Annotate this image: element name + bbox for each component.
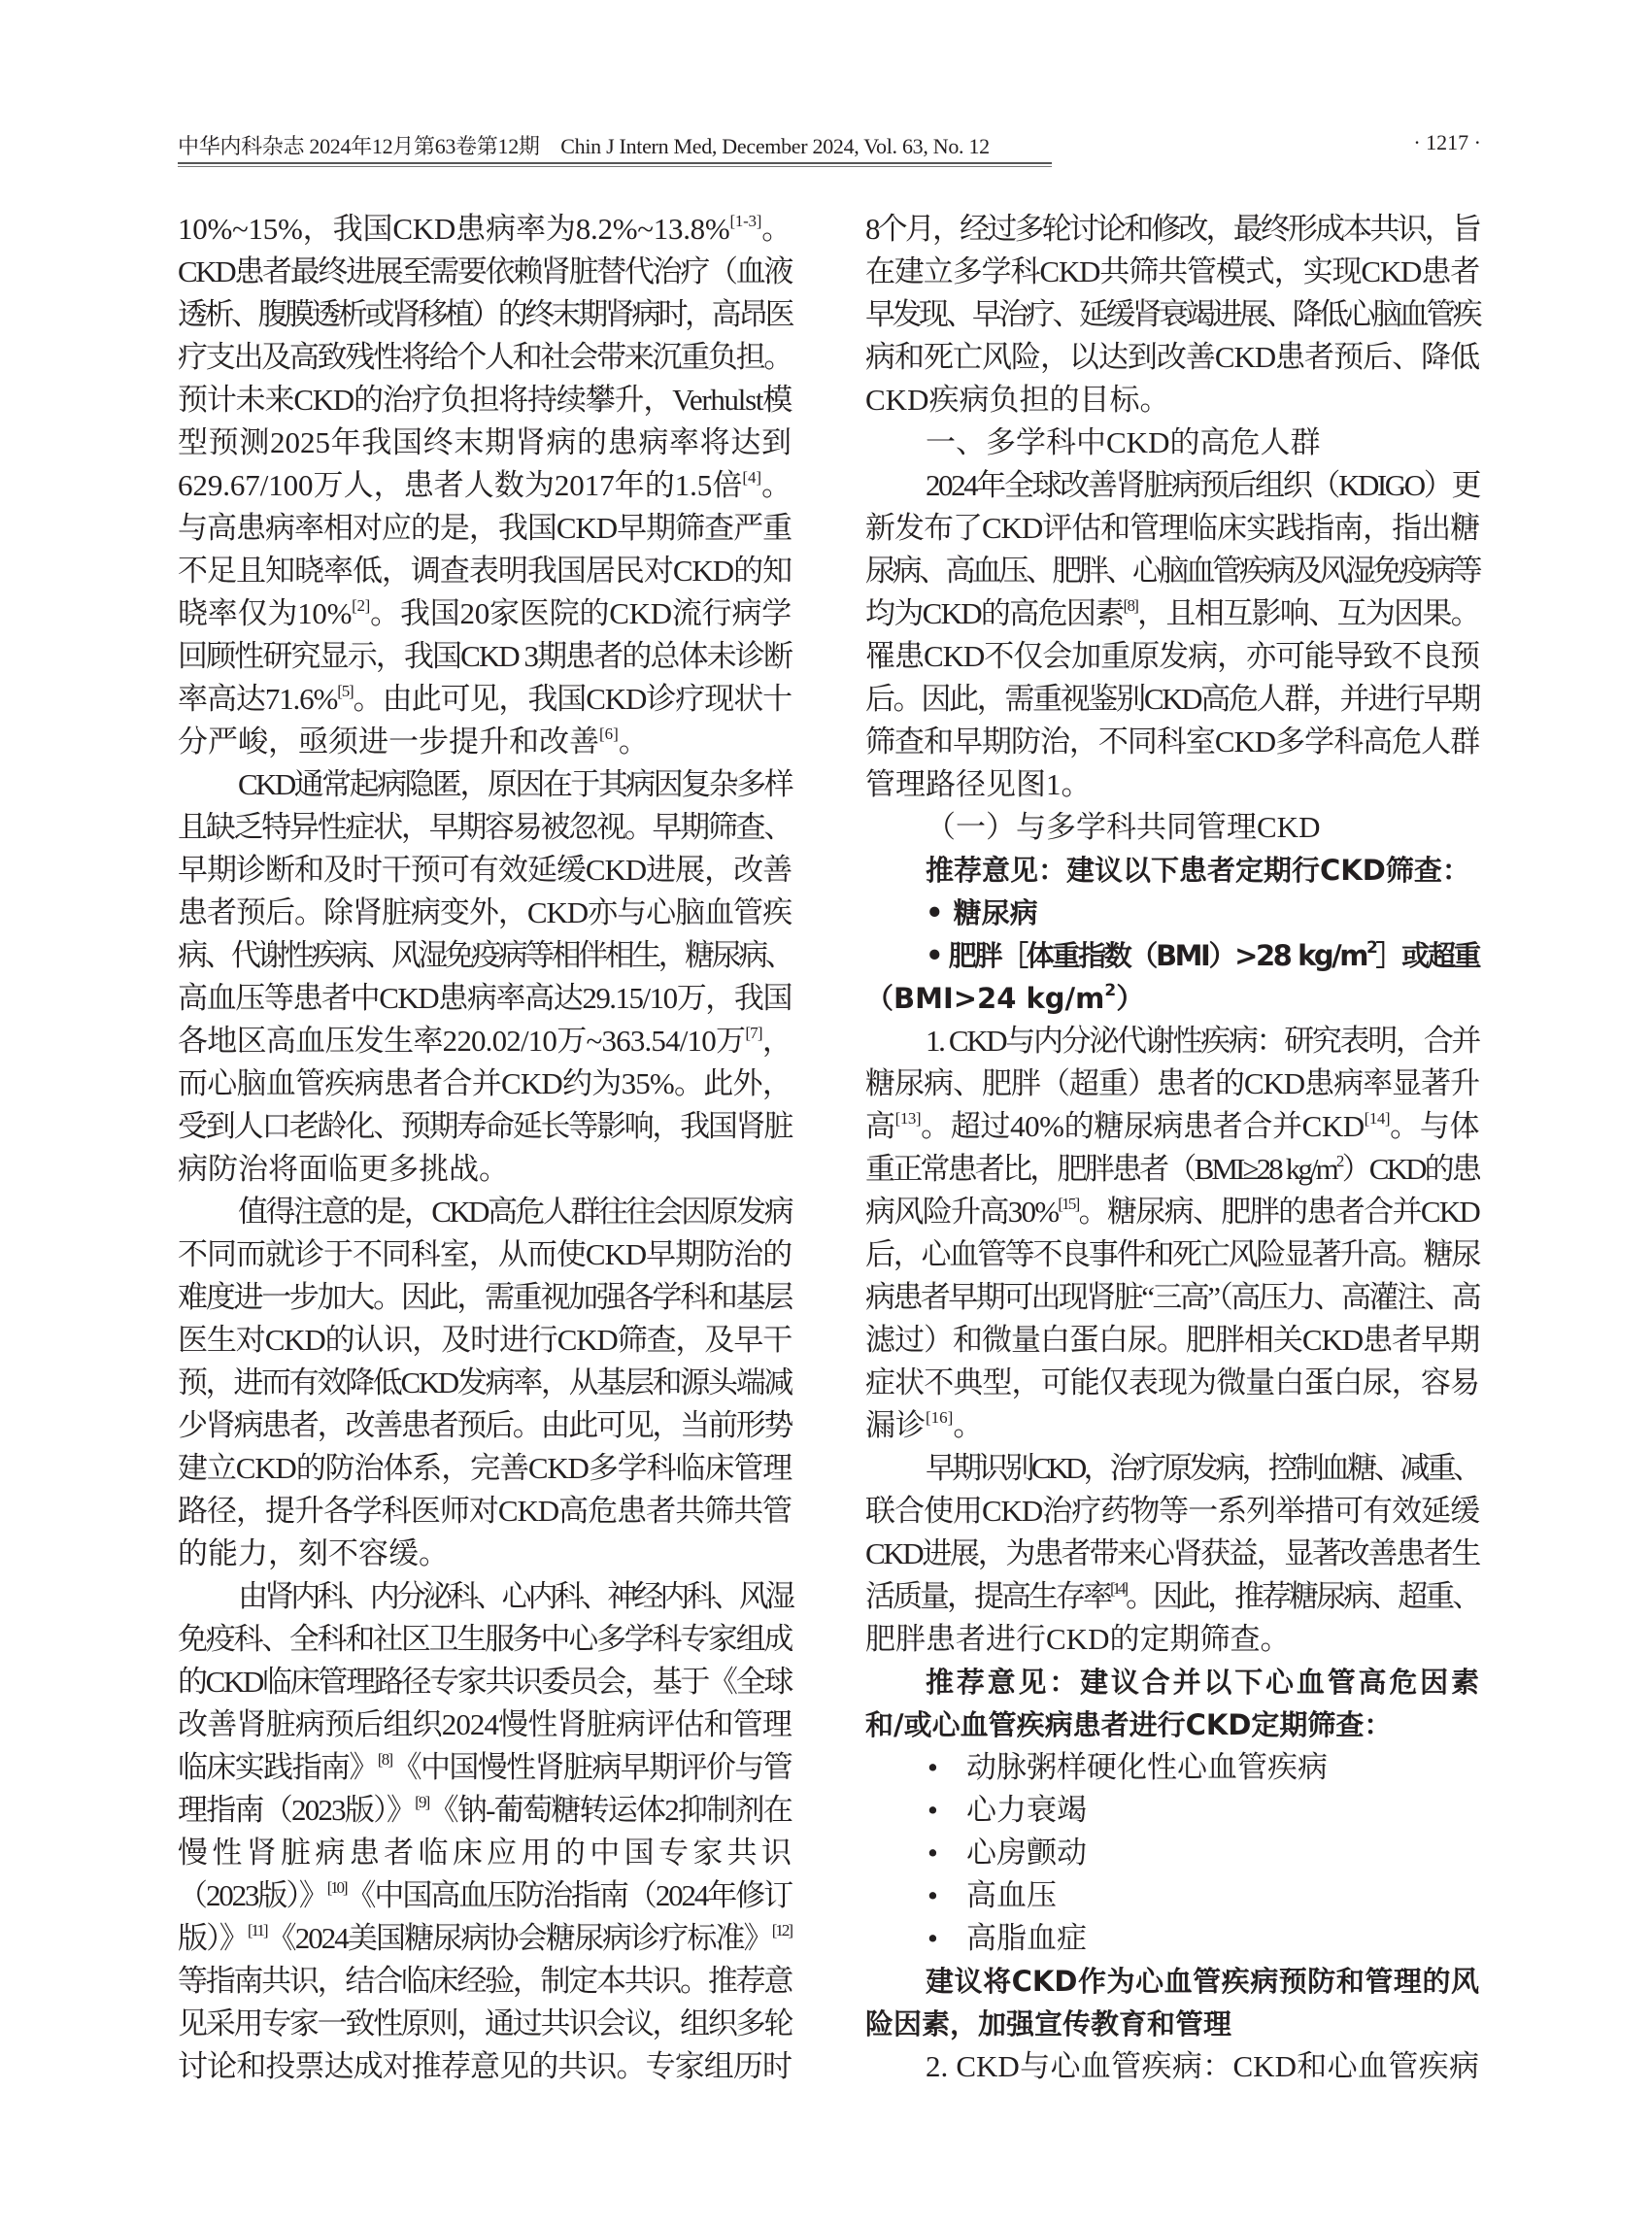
text-run: 分严峻，亟须进一步提升和改善 [178,725,599,759]
bullet-icon: • [927,1878,938,1912]
bullet-icon: • [927,1836,938,1870]
text-line [865,977,1479,1020]
list-item-text: 高脂血症 [966,1921,1087,1955]
text-line [865,592,1479,635]
text-run: 透析、腹膜透析或肾移植）的终末期肾病时，高昂医 [178,297,792,331]
text-line [178,1832,792,1874]
section-heading [865,806,1479,849]
text-run: CKD进展，为患者带来心肾获益，显著改善患者生 [865,1536,1479,1570]
citation-reference: [14] [1364,1109,1391,1128]
text-run: 和/或心血管疾病患者进行CKD定期筛查： [865,1708,1393,1741]
text-line [178,379,792,421]
text-run: 高血压等患者中CKD患病率高达29.15/10万，我国 [178,981,792,1015]
text-run: 患者预后。除肾脏病变外，CKD亦与心脑血管疾 [178,895,792,929]
text-run: 难度进一步加大。因此，需重视加强各学科和基层 [178,1280,792,1314]
recommendation [865,849,1479,892]
text-run: 。因此，推荐糖尿病、超重、 [1126,1579,1480,1613]
text-run: 在建立多学科CKD共筛共管模式，实现CKD患者 [865,254,1479,288]
text-run: 罹患CKD不仅会加重原发病，亦可能导致不良预 [865,639,1479,673]
text-line [865,1404,1479,1447]
text-line [865,1062,1479,1105]
text-run: 。 [761,212,792,246]
text-run: 少肾病患者，改善患者预后。由此可见，当前形势 [178,1408,792,1442]
text-run: 由肾内科、内分泌科、心内科、神经内科、风湿 [238,1579,792,1613]
text-run: 。与体 [1390,1109,1479,1143]
citation-reference: [16] [926,1408,954,1427]
section-heading [865,421,1479,464]
text-line [865,464,1479,507]
text-line [178,336,792,379]
text-run: 推荐意见：建议合并以下心血管高危因素 [926,1666,1479,1699]
text-run: 疗支出及高致残性将给个人和社会带来沉重负担。 [178,340,792,374]
text-run: 早期识别CKD，治疗原发病，控制血糖、减重、 [926,1451,1479,1485]
text-run: CKD患者最终进展至需要依赖肾脏替代治疗（血液 [178,254,792,288]
header-rule [178,162,1052,164]
text-run: 病、代谢性疾病、风湿免疫病等相伴相生，糖尿病、 [178,938,792,972]
text-run: 而心脑血管疾病患者合并CKD约为35%。此外， [178,1066,792,1100]
text-line [178,2003,792,2045]
text-run: 险因素，加强宣传教育和管理 [865,2007,1232,2040]
text-line [178,507,792,550]
recommendation [865,934,1479,1020]
text-run: 回顾性研究显示，我国CKD 3期患者的总体未诊断 [178,639,792,673]
text-run: 筛查和早期防治，不同科室CKD多学科高危人群 [865,725,1479,759]
text-run: 2024年全球改善肾脏病预后组织（KDIGO）更 [926,468,1479,502]
text-line [865,1191,1479,1233]
text-line [178,763,792,806]
text-line [865,379,1479,421]
text-line [178,806,792,849]
text-run: 尿病、高血压、肥胖、心脑血管疾病及风湿免疫病等 [865,554,1479,588]
text-line [178,1191,792,1233]
text-line [178,1062,792,1105]
text-line [865,934,1479,977]
text-line [178,1233,792,1276]
text-run: 病和死亡风险，以达到改善CKD患者预后、降低 [865,340,1479,374]
text-run: 1. CKD与内分泌代谢性疾病：研究表明，合并 [926,1024,1479,1058]
text-run: 建议将CKD作为心血管疾病预防和管理的风 [926,1965,1479,1998]
text-run: 临床实践指南》 [178,1750,378,1784]
text-run: 629.67/100万人，患者人数为2017年的1.5倍 [178,468,743,502]
text-run: ）CKD的患 [1341,1152,1479,1186]
text-line [865,1362,1479,1404]
text-line [178,1661,792,1703]
text-line [865,1319,1479,1362]
text-run: 均为CKD的高危因素 [865,596,1124,630]
text-run: 推荐意见：建议以下患者定期行CKD筛查： [926,854,1470,887]
citation-reference: [8] [1123,596,1138,615]
header-rule-thin [178,166,1052,167]
text-run: 见采用专家一致性原则，通过共识会议，组织多轮 [178,2006,792,2040]
text-run: 。糖尿病、肥胖的患者合并CKD [1078,1195,1479,1229]
citation-reference: [2] [352,596,371,615]
text-line [865,721,1479,763]
text-run: 医生对CKD的认识，及时进行CKD筛查，及早干 [178,1323,792,1357]
text-line [865,806,1479,849]
text-line [178,1575,792,1618]
running-header [178,130,1481,165]
citation-reference: [6] [599,725,619,743]
citation-reference: [10] [326,1878,347,1897]
recommendation [865,892,1479,934]
text-run: 晓率仅为10% [178,596,353,630]
text-run: 。 [953,1408,984,1442]
text-run: 10%~15%，我国CKD患病率为8.2%~13.8% [178,212,730,246]
text-run: 不同而就诊于不同科室，从而使CKD早期防治的 [178,1237,792,1271]
text-line [178,1404,792,1447]
text-run: 型预测2025年我国终末期肾病的患病率将达到 [178,425,792,459]
text-line [178,1319,792,1362]
text-line [178,293,792,336]
text-line [178,1917,792,1960]
paragraph [865,208,1479,421]
text-run: 后。因此，需重视鉴别CKD高危人群，并进行早期 [865,682,1479,716]
text-run: 不足且知晓率低，调查表明我国居民对CKD的知 [178,554,792,588]
text-run: 值得注意的是，CKD高危人群往往会因原发病 [238,1195,792,1229]
list-item [865,1789,1479,1832]
text-run: 。由此可见，我国CKD诊疗现状十 [353,682,792,716]
text-run: ，且相互影响、互为因果。 [1137,596,1479,630]
text-run: 各地区高血压发生率220.02/10万~363.54/10万 [178,1024,746,1058]
citation-reference: 2 [1104,981,1117,1000]
text-line [865,1447,1479,1490]
text-line [865,2045,1479,2088]
text-run: 滤过）和微量白蛋白尿。肥胖相关CKD患者早期 [865,1323,1479,1357]
text-run: 早发现、早治疗、延缓肾衰竭进展、降低心脑血管疾 [865,297,1479,331]
text-line [178,1703,792,1746]
text-line [178,678,792,721]
text-run: 预，进而有效降低CKD发病率，从基层和源头端减 [178,1365,792,1399]
text-line [178,1533,792,1575]
text-line [865,1233,1479,1276]
text-run: CKD疾病负担的目标。 [865,383,1170,417]
list-item-text: 动脉粥样硬化性心血管疾病 [966,1750,1328,1784]
paragraph [865,1447,1479,1661]
bullet-icon: • [927,1793,938,1827]
text-run: 联合使用CKD治疗药物等一系列举措可有效延缓 [865,1494,1479,1528]
text-run: 。 [618,725,649,759]
text-run: 症状不典型，可能仅表现为微量白蛋白尿，容易 [865,1365,1479,1399]
text-run: • 糖尿病 [926,896,1038,929]
text-line [178,464,792,507]
text-line [178,1148,792,1191]
text-line [865,336,1479,379]
text-line [865,1276,1479,1319]
text-run: 受到人口老龄化、预期寿命延长等影响，我国肾脏 [178,1109,792,1143]
text-line [178,2045,792,2088]
text-run: 讨论和投票达成对推荐意见的共识。专家组历时 [178,2049,792,2083]
text-line [865,208,1479,251]
text-run: 理指南（2023版）》 [178,1793,416,1827]
citation-reference: [5] [337,682,354,700]
text-line [865,251,1479,293]
text-run: 8个月，经过多轮讨论和修改，最终形成本共识，旨 [865,212,1479,246]
text-line [865,678,1479,721]
citation-reference: [12] [771,1921,792,1939]
text-line [178,977,792,1020]
text-line [178,1362,792,1404]
text-run: 路径，提升各学科医师对CKD高危患者共筛共管 [178,1494,792,1528]
text-run: 病防治将面临更多挑战。 [178,1152,509,1186]
text-line [178,892,792,934]
citation-reference: [9] [415,1793,429,1811]
text-line [865,1703,1479,1746]
text-run: 病风险升高30% [865,1195,1059,1229]
text-run: （2023版）》 [178,1878,327,1912]
text-run: 管理路径见图1。 [865,767,1092,801]
text-run: ］或超重 [1375,939,1479,972]
text-run: （BMI>24 kg/m [865,982,1105,1015]
text-run: 免疫科、全科和社区卫生服务中心多学科专家组成 [178,1622,792,1656]
text-run: 的CKD临床管理路径专家共识委员会，基于《全球 [178,1665,792,1699]
citation-reference: 2 [1335,1152,1342,1170]
text-run: 《中国慢性肾脏病早期评价与管 [391,1750,792,1784]
text-run: 且缺乏特异性症状，早期容易被忽视。早期筛查、 [178,810,792,844]
paragraph [178,1575,792,2088]
text-line [178,251,792,293]
text-run: 慢性肾脏病患者临床应用的中国专家共识 [178,1836,792,1870]
text-line [178,1618,792,1661]
text-run: 预计未来CKD的治疗负担将持续攀升，Verhulst模 [178,383,792,417]
text-run: 早期诊断和及时干预可有效延缓CKD进展，改善 [178,853,792,887]
text-line [178,721,792,763]
text-run: 等指南共识，结合临床经验，制定本共识。推荐意 [178,1964,792,1998]
text-run: 糖尿病、肥胖（超重）患者的CKD患病率显著升 [865,1066,1479,1100]
citation-reference: [4] [742,468,761,487]
bullet-list [865,1746,1479,1960]
text-run: 后，心血管等不良事件和死亡风险显著升高。糖尿 [865,1237,1479,1271]
text-line [178,1276,792,1319]
text-line [178,208,792,251]
text-line [865,1960,1479,2003]
text-line [865,507,1479,550]
text-line [178,550,792,592]
citation-reference: [11] [247,1921,267,1939]
text-line [865,1575,1479,1618]
text-line [178,1789,792,1832]
text-run: 与高患病率相对应的是，我国CKD早期筛查严重 [178,511,792,545]
text-run: 。 [760,468,792,502]
text-line [865,1661,1479,1703]
text-line [178,1447,792,1490]
text-run: 。我国20家医院的CKD流行病学 [370,596,792,630]
text-line [865,763,1479,806]
text-line [865,2003,1479,2045]
text-run: 版）》 [178,1921,248,1955]
text-line [178,849,792,892]
paragraph [178,763,792,1191]
text-run: ） [1116,982,1145,1015]
text-run: 漏诊 [865,1408,926,1442]
paragraph [865,1020,1479,1447]
text-run: 《2024美国糖尿病协会糖尿病诊疗标准》 [266,1921,772,1955]
text-line [865,849,1479,892]
text-run: • 肥胖［体重指数（BMI）>28 kg/m [926,939,1367,972]
text-line [178,1105,792,1148]
text-run: CKD通常起病隐匿，原因在于其病因复杂多样 [238,767,792,801]
text-run: 活质量，提高生存率 [865,1579,1110,1613]
list-item-text: 心力衰竭 [966,1793,1087,1827]
text-line [178,635,792,678]
citation-reference: [7] [745,1024,762,1042]
text-line [178,592,792,635]
text-line [178,934,792,977]
recommendation [865,1960,1479,2045]
text-run: 建立CKD的防治体系，完善CKD多学科临床管理 [178,1451,792,1485]
text-run: 一、多学科中CKD的高危人群 [926,425,1321,459]
text-line [178,1020,792,1062]
text-line [178,1874,792,1917]
citation-reference: [13] [894,1109,922,1128]
text-line [865,1490,1479,1533]
paragraph [865,464,1479,806]
text-run: 高 [865,1109,895,1143]
list-item [865,1917,1479,1960]
text-run: 的能力，刻不容缓。 [178,1536,449,1570]
list-item-text: 心房颤动 [966,1836,1087,1870]
left-column [178,208,792,2088]
text-line [865,892,1479,934]
text-run: （一）与多学科共同管理CKD [926,810,1321,844]
text-line [178,1960,792,2003]
text-line [865,1148,1479,1191]
recommendation [865,1661,1479,1746]
journal-citation: 中华内科杂志 2024年12月第63卷第12期 Chin J Intern Med, December 2024, Vol. 63, No. 12 [178,134,990,158]
bullet-icon: • [927,1921,938,1955]
text-run: 2. CKD与心血管疾病：CKD和心血管疾病 [926,2049,1479,2083]
text-line [865,1020,1479,1062]
text-run: 率高达71.6% [178,682,338,716]
paragraph [178,1191,792,1575]
citation-reference: [8] [377,1750,392,1769]
text-run: ， [761,1024,792,1058]
list-item [865,1832,1479,1874]
bullet-icon: • [927,1750,938,1784]
text-run: 。超过40%的糖尿病患者合并CKD [921,1109,1365,1143]
right-column [865,208,1479,2088]
text-run: 病患者早期可出现肾脏“三高”（高压力、高灌注、高 [865,1280,1479,1314]
text-line [178,1490,792,1533]
list-item [865,1874,1479,1917]
text-run: 改善肾脏病预后组织2024慢性肾脏病评估和管理 [178,1707,792,1741]
text-line [865,1618,1479,1661]
text-line [865,421,1479,464]
text-line [865,550,1479,592]
text-run: 新发布了CKD评估和管理临床实践指南，指出糖 [865,511,1479,545]
list-item [865,1746,1479,1789]
paragraph [865,2045,1479,2088]
citation-reference: [1-3] [729,212,762,230]
citation-reference: 2 [1366,938,1376,958]
text-run: 重正常患者比，肥胖患者（BMI≥28 kg/m [865,1152,1336,1186]
text-line [865,293,1479,336]
text-line [865,1105,1479,1148]
text-line [178,421,792,464]
citation-reference: [15] [1058,1195,1079,1213]
text-line [178,1746,792,1789]
page-number: · 1217 · [1413,130,1481,154]
text-run: 肥胖患者进行CKD的定期筛查。 [865,1622,1291,1656]
citation-reference: [14] [1110,1579,1127,1598]
text-run: 《钠-葡萄糖转运体2抑制剂在 [428,1793,792,1827]
list-item-text: 高血压 [966,1878,1057,1912]
text-run: 《中国高血压防治指南（2024年修订 [346,1878,792,1912]
paragraph [178,208,792,763]
text-line [865,635,1479,678]
text-line [865,1533,1479,1575]
